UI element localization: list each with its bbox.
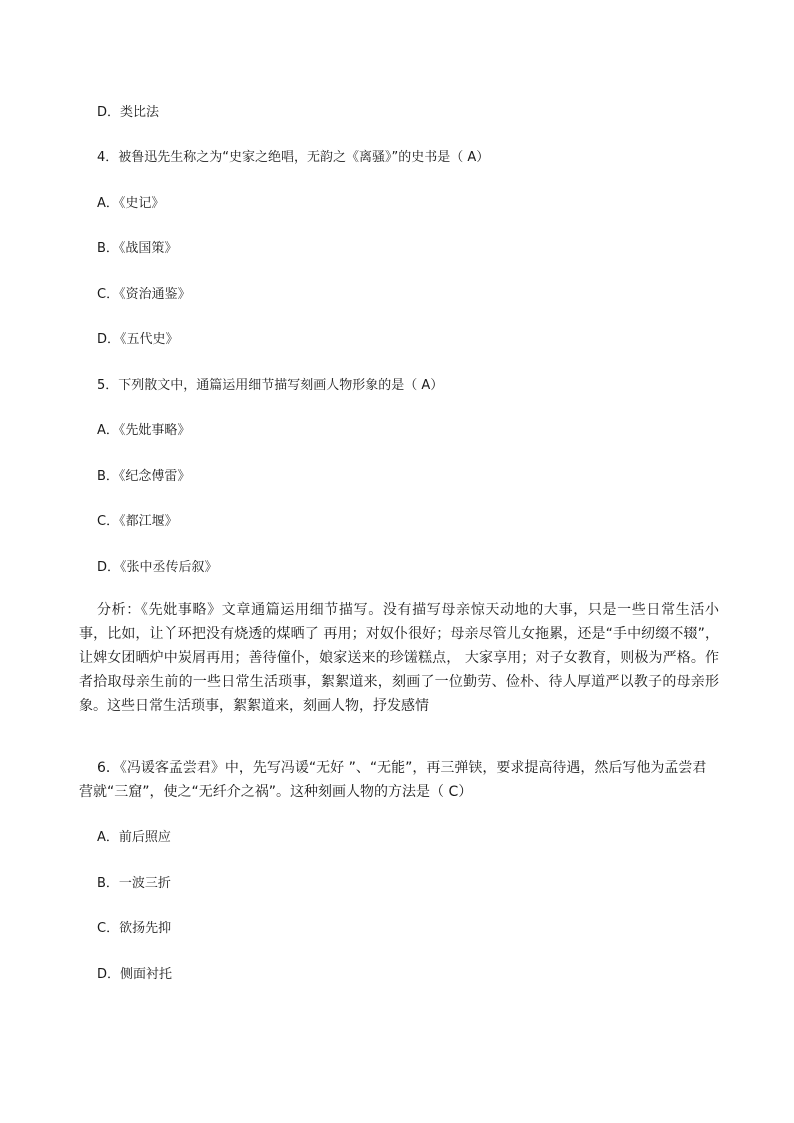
q6-option-b: B．一波三折 bbox=[97, 876, 171, 891]
q5-option-d: D．《张中丞传后叙》 bbox=[97, 560, 218, 575]
q4-option-d: D．《五代史》 bbox=[97, 332, 179, 347]
q6-question: 6．《冯谖客孟尝君》中，先写冯谖“无好 ”、“无能”，再三弹铗，要求提高待遇，然后写他为孟尝君营就“三窟”，使之“无纤介之祸”。这种刻画人物的方法是（ C） bbox=[79, 760, 707, 800]
q5-option-b: B．《纪念傅雷》 bbox=[97, 469, 191, 484]
q4-question: 4．被鲁迅先生称之为“史家之绝唱，无韵之《离骚》”的史书是（ A） bbox=[97, 150, 490, 165]
q4-option-b: B．《战国策》 bbox=[97, 241, 178, 256]
q5-analysis: 分析：《先妣事略》文章通篇运用细节描写。没有描写母亲惊天动地的大事，只是一些日常生活小事，比如，让丫环把没有烧透的煤晒了 再用；对奴仆很好；母亲尽管儿女拖累，还是“手中纫缀不辍”，让婢女团晒炉中炭屑再用；善待僮仆，娘家送来的珍馐糕点， 大家享用；对子女教育，则极为严格。作者拾取母亲生前的一些日常生活琐事，絮絮道来，刻画了一位勤劳、俭朴、待人厚道严以教子的母亲形象。这些日常生活琐事，絮絮道来，刻画人物，抒发感情 bbox=[79, 602, 719, 714]
q5-question: 5．下列散文中，通篇运用细节描写刻画人物形象的是（ A） bbox=[97, 378, 444, 393]
q3-option-d: D．类比法 bbox=[97, 105, 160, 120]
q6-option-c: C．欲扬先抑 bbox=[97, 921, 172, 936]
q6-option-d: D．侧面衬托 bbox=[97, 967, 173, 982]
q4-option-c: C．《资治通鉴》 bbox=[97, 287, 191, 302]
q5-option-a: A．《先妣事略》 bbox=[97, 423, 191, 438]
q6-option-a: A．前后照应 bbox=[97, 830, 171, 845]
q5-option-c: C．《都江堰》 bbox=[97, 514, 178, 529]
q4-option-a: A．《史记》 bbox=[97, 196, 165, 211]
